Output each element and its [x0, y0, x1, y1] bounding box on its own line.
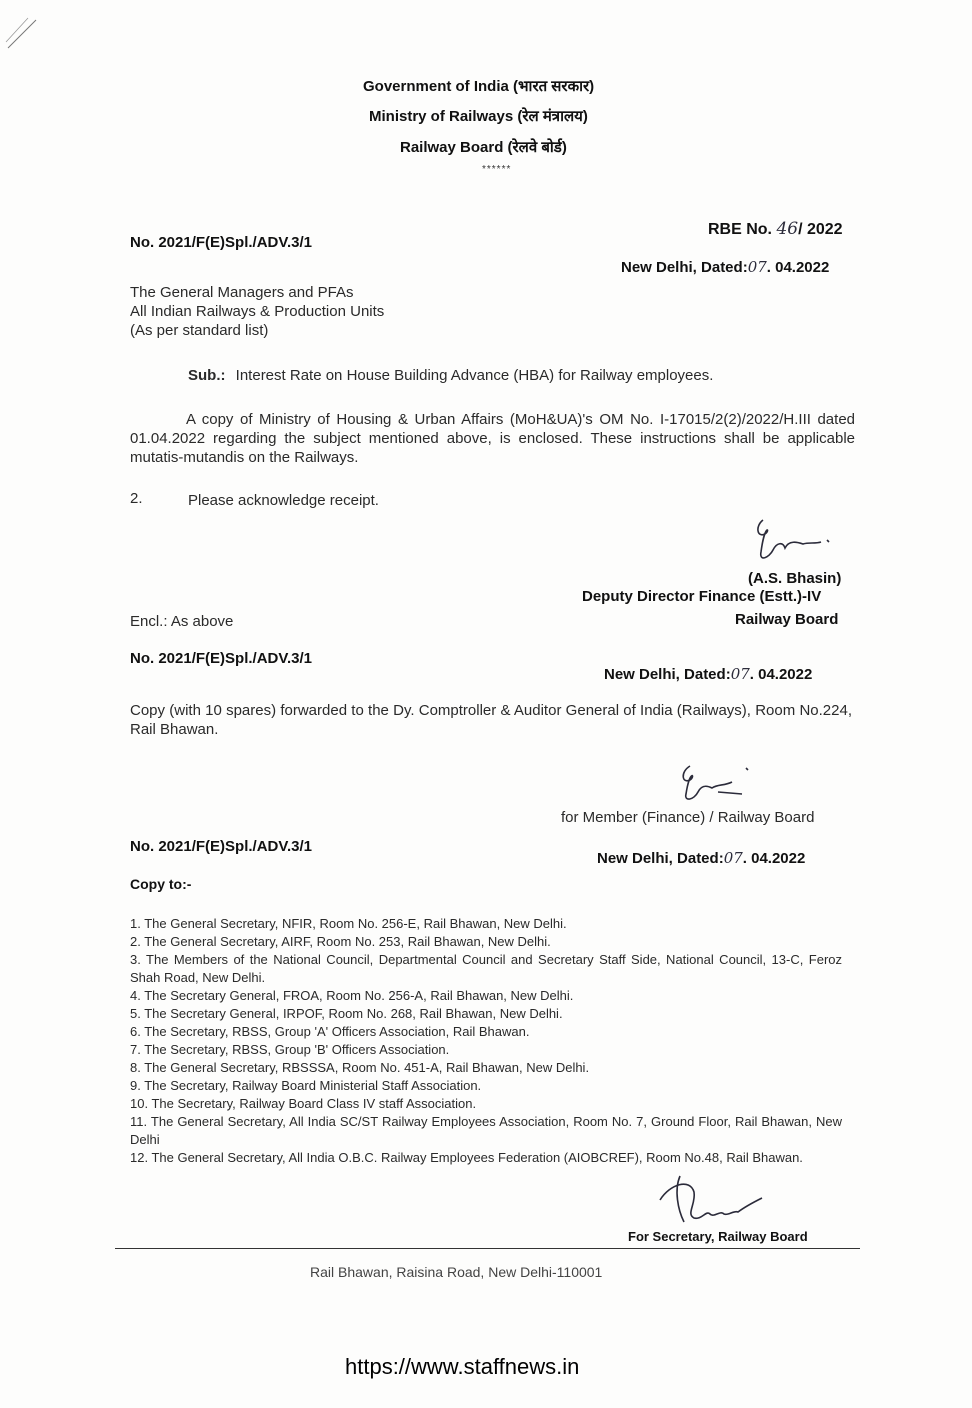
section2-date [604, 665, 812, 683]
list-item: 3. The Members of the National Council, Departmental Council and Secretary Staff Side, National Council, 13-C, Feroz Shah Road, New Delhi. [130, 952, 842, 985]
subject-text: Interest Rate on House Building Advance (HBA) for Railway employees. [235, 367, 714, 384]
date-day-handwritten: 07 [747, 258, 767, 276]
list-item: 12. The General Secretary, All India O.B.C. Railway Employees Federation (AIOBCREF), Room No.48, Rail Bhawan. [130, 1150, 803, 1165]
paragraph-2-number: 2. [130, 490, 143, 507]
list-item: 2. The General Secretary, AIRF, Room No. 253, Rail Bhawan, New Delhi. [130, 934, 551, 949]
issue-date [621, 258, 829, 276]
header-stars: ****** [482, 164, 512, 175]
section3-for-line: For Secretary, Railway Board [628, 1229, 808, 1244]
list-item: 4. The Secretary General, FROA, Room No. 256-A, Rail Bhawan, New Delhi. [130, 988, 574, 1003]
list-item: 10. The Secretary, Railway Board Class IV staff Association. [130, 1096, 477, 1111]
corner-mark-icon [2, 14, 42, 64]
body-paragraph-1: A copy of Ministry of Housing & Urban Affairs (MoH&UA)'s OM No. I-17015/2(2)/2022/H.III dated 01.04.2022 regarding the subject mentioned above, is enclosed. These instructions shall be applicable mutatis-mutandis on the Railways. [130, 411, 855, 466]
list-item: 9. The Secretary, Railway Board Ministerial Staff Association. [130, 1078, 482, 1093]
section3-date-day: 07 [723, 849, 743, 867]
paragraph-2-text: Please acknowledge receipt. [188, 492, 379, 509]
section2-date-rest: . 04.2022 [749, 666, 813, 683]
date-rest: . 04.2022 [766, 259, 830, 276]
copy-to-label: Copy to:- [130, 876, 192, 892]
section2-file-number: No. 2021/F(E)Spl./ADV.3/1 [130, 650, 313, 667]
list-item: 5. The Secretary General, IRPOF, Room No. 268, Rail Bhawan, New Delhi. [130, 1006, 563, 1021]
file-number: No. 2021/F(E)Spl./ADV.3/1 [130, 234, 313, 251]
subject-line [188, 367, 713, 384]
rbe-number [708, 219, 843, 239]
section2-date-label: New Delhi, Dated: [604, 666, 731, 683]
list-item: 8. The General Secretary, RBSSSA, Room No. 451-A, Rail Bhawan, New Delhi. [130, 1060, 590, 1075]
rbe-number-handwritten: 46 [776, 219, 799, 239]
list-item: 1. The General Secretary, NFIR, Room No. 256-E, Rail Bhawan, New Delhi. [130, 916, 567, 931]
header-board: Railway Board (रेलवे बोर्ड) [400, 139, 567, 156]
footer-address: Rail Bhawan, Raisina Road, New Delhi-110001 [310, 1264, 603, 1280]
rbe-year: / 2022 [798, 221, 843, 238]
section2-for-line: for Member (Finance) / Railway Board [561, 809, 815, 826]
header-government: Government of India (भारत सरकार) [363, 78, 595, 95]
addressee-line3: (As per standard list) [130, 322, 269, 339]
watermark-url: https://www.staffnews.in [345, 1354, 580, 1379]
signature-1 [745, 512, 845, 568]
subject-label: Sub.: [188, 367, 226, 384]
signatory-office: Railway Board [735, 611, 839, 628]
header-ministry: Ministry of Railways (रेल मंत्रालय) [369, 108, 588, 125]
date-label: New Delhi, Dated: [621, 259, 748, 276]
rbe-label: RBE No. [708, 221, 772, 238]
signature-3 [650, 1170, 780, 1232]
signature-2 [668, 760, 778, 806]
list-item: 7. The Secretary, RBSS, Group 'B' Officers Association. [130, 1042, 450, 1057]
addressee-line1: The General Managers and PFAs [130, 284, 354, 301]
footer-divider [115, 1248, 860, 1249]
list-item: 11. The General Secretary, All India SC/ST Railway Employees Association, Room No. 7, Ground Floor, Rail Bhawan, New Delhi [130, 1114, 842, 1147]
section3-file-number: No. 2021/F(E)Spl./ADV.3/1 [130, 838, 313, 855]
section2-date-day: 07 [730, 665, 750, 683]
enclosure-note: Encl.: As above [130, 613, 234, 630]
signatory-designation: Deputy Director Finance (Estt.)-IV [582, 588, 822, 605]
copy-to-list [130, 915, 842, 1167]
list-item: 6. The Secretary, RBSS, Group 'A' Officers Association, Rail Bhawan. [130, 1024, 530, 1039]
addressee-line2: All Indian Railways & Production Units [130, 303, 385, 320]
signatory-name: (A.S. Bhasin) [748, 570, 842, 587]
section3-date [597, 849, 805, 867]
section2-copy-text: Copy (with 10 spares) forwarded to the Dy. Comptroller & Auditor General of India (Railways), Room No.224, Rail Bhawan. [130, 702, 852, 738]
section3-date-label: New Delhi, Dated: [597, 850, 724, 867]
section3-date-rest: . 04.2022 [742, 850, 806, 867]
